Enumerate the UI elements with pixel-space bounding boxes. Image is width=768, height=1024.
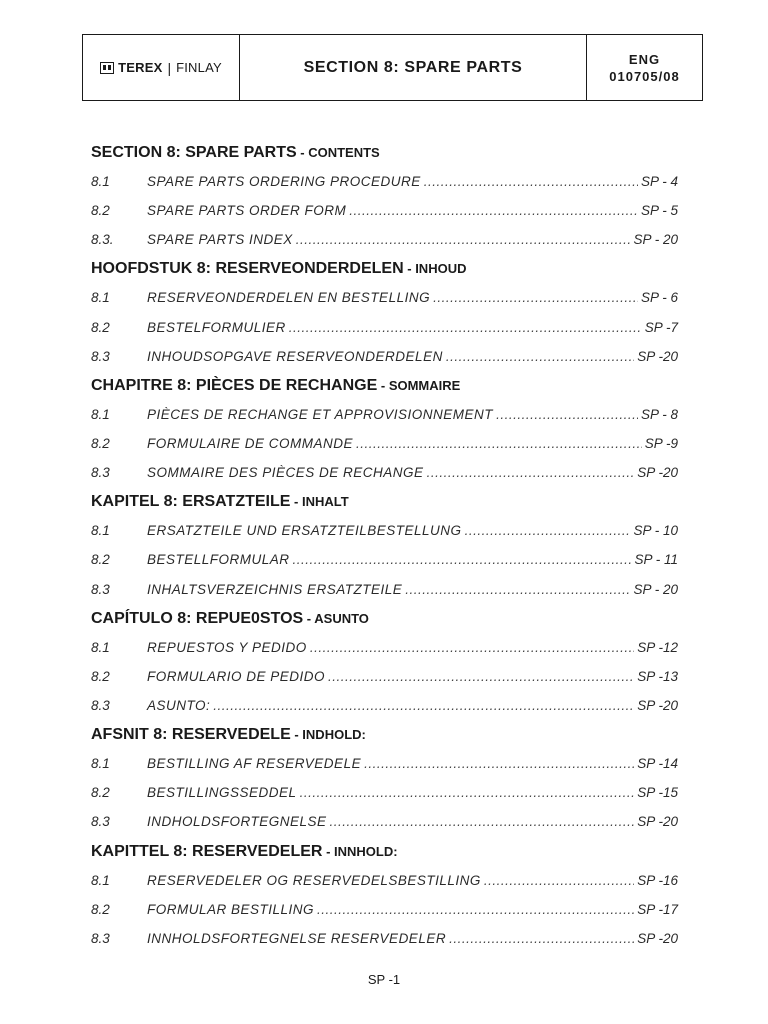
- entry-number: 8.3.: [91, 232, 114, 248]
- table-of-contents: [91, 138, 678, 953]
- entry-number: 8.3: [91, 930, 110, 946]
- company-logo: [83, 35, 240, 100]
- dot-leader: [449, 931, 634, 946]
- logo-brand-text: TEREX: [118, 60, 163, 75]
- entry-page-reference: SP - 20: [633, 232, 678, 248]
- entry-number: 8.1: [91, 639, 110, 655]
- section-heading: [91, 371, 678, 400]
- section-title: KAPITEL 8: ERSATZTEILE: [91, 493, 291, 511]
- entry-label: SPARE PARTS INDEX: [147, 232, 293, 248]
- section-subtitle: - SOMMAIRE: [377, 377, 461, 393]
- section-subtitle: - INNHOLD:: [322, 843, 398, 859]
- toc-entry[interactable]: [91, 545, 678, 574]
- entry-number: 8.3: [91, 581, 110, 597]
- dot-leader: [328, 669, 634, 684]
- entry-number: 8.2: [91, 203, 110, 219]
- toc-entry[interactable]: [91, 866, 678, 895]
- entry-label: INNHOLDSFORTEGNELSE RESERVEDELER: [147, 930, 447, 946]
- entry-label: BESTILLINGSSEDDEL: [147, 785, 297, 801]
- dot-leader: [465, 523, 631, 538]
- dot-leader: [356, 436, 642, 451]
- entry-number: 8.3: [91, 348, 110, 364]
- toc-entry[interactable]: [91, 342, 678, 371]
- dot-leader: [289, 320, 642, 335]
- section-subtitle: - INHOUD: [403, 261, 467, 277]
- entry-number: 8.2: [91, 436, 110, 452]
- toc-entry[interactable]: [91, 196, 678, 225]
- entry-label: SPARE PARTS ORDERING PROCEDURE: [147, 174, 421, 190]
- dot-leader: [496, 407, 638, 422]
- dot-leader: [424, 174, 638, 189]
- entry-page-reference: SP -14: [637, 756, 678, 772]
- section-subtitle: - INDHOLD:: [290, 727, 366, 743]
- toc-entry[interactable]: [91, 749, 678, 778]
- entry-label: INHOUDSOPGAVE RESERVEONDERDELEN: [147, 348, 443, 364]
- entry-page-reference: SP -20: [637, 930, 678, 946]
- toc-entry[interactable]: [91, 575, 678, 604]
- dot-leader: [296, 232, 631, 247]
- entry-page-reference: SP -17: [637, 901, 678, 917]
- toc-entry[interactable]: [91, 313, 678, 342]
- header-title-cell: [240, 35, 587, 100]
- toc-entry[interactable]: [91, 633, 678, 662]
- entry-label: BESTELFORMULIER: [147, 319, 286, 335]
- toc-entry[interactable]: [91, 662, 678, 691]
- entry-page-reference: SP - 10: [633, 523, 678, 539]
- entry-page-reference: SP - 5: [640, 203, 678, 219]
- entry-page-reference: SP -20: [637, 814, 678, 830]
- dot-leader: [293, 552, 632, 567]
- entry-label: ASUNTO:: [147, 698, 211, 714]
- toc-entry[interactable]: [91, 778, 678, 807]
- entry-label: INHALTSVERZEICHNIS ERSATZTEILE: [147, 581, 403, 597]
- dot-leader: [310, 640, 634, 655]
- section-heading: [91, 837, 678, 866]
- dot-leader: [427, 465, 635, 480]
- toc-entry[interactable]: [91, 225, 678, 254]
- entry-page-reference: SP - 11: [634, 552, 678, 568]
- dot-leader: [364, 756, 634, 771]
- toc-entry[interactable]: [91, 167, 678, 196]
- section-heading: [91, 720, 678, 749]
- section-title: HOOFDSTUK 8: RESERVEONDERDELEN: [91, 260, 404, 278]
- section-title: SECTION 8: SPARE PARTS: [91, 144, 297, 161]
- section-heading: [91, 254, 678, 283]
- entry-label: PIÈCES DE RECHANGE ET APPROVISIONNEMENT: [147, 406, 494, 422]
- section-title: AFSNIT 8: RESERVEDELE: [91, 726, 291, 744]
- entry-number: 8.2: [91, 668, 110, 684]
- header-title: SECTION 8: SPARE PARTS: [303, 58, 523, 76]
- dot-leader: [484, 873, 634, 888]
- entry-page-reference: SP -20: [637, 465, 678, 481]
- toc-entry[interactable]: [91, 924, 678, 953]
- entry-label: FORMULAR BESTILLING: [147, 901, 315, 917]
- dot-leader: [213, 698, 634, 713]
- document-reference-cell: [587, 35, 702, 100]
- entry-label: INDHOLDSFORTEGNELSE: [147, 814, 327, 830]
- toc-entry[interactable]: [91, 400, 678, 429]
- section-title: KAPITTEL 8: RESERVEDELER: [91, 842, 323, 860]
- dot-leader: [317, 902, 634, 917]
- entry-label: RESERVEDELER OG RESERVEDELSBESTILLING: [147, 872, 481, 888]
- entry-page-reference: SP -13: [637, 668, 678, 684]
- entry-page-reference: SP - 6: [640, 290, 678, 306]
- language-code: ENG: [628, 51, 661, 67]
- dot-leader: [330, 814, 635, 829]
- toc-entry[interactable]: [91, 458, 678, 487]
- page-number: SP -1: [367, 972, 401, 987]
- section-subtitle: - ASUNTO: [303, 610, 369, 626]
- section-subtitle: - INHALT: [290, 494, 349, 510]
- toc-entry[interactable]: [91, 283, 678, 312]
- entry-page-reference: SP -15: [637, 785, 678, 801]
- section-heading: [91, 138, 678, 167]
- entry-label: BESTILLING AF RESERVEDELE: [147, 756, 362, 772]
- entry-page-reference: SP -12: [637, 639, 678, 655]
- entry-label: BESTELLFORMULAR: [147, 552, 290, 568]
- toc-entry[interactable]: [91, 429, 678, 458]
- entry-number: 8.1: [91, 174, 110, 190]
- entry-label: SPARE PARTS ORDER FORM: [147, 203, 347, 219]
- document-header: [82, 34, 703, 101]
- entry-number: 8.1: [91, 406, 110, 422]
- entry-page-reference: SP -16: [637, 872, 678, 888]
- entry-label: RESERVEONDERDELEN EN BESTELLING: [147, 290, 431, 306]
- entry-label: REPUESTOS Y PEDIDO: [147, 639, 307, 655]
- entry-page-reference: SP - 20: [633, 581, 678, 597]
- dot-leader: [405, 582, 630, 597]
- entry-number: 8.3: [91, 814, 110, 830]
- document-number: 010705/08: [609, 68, 680, 84]
- entry-number: 8.1: [91, 290, 110, 306]
- entry-page-reference: SP - 8: [640, 406, 678, 422]
- entry-label: FORMULARIO DE PEDIDO: [147, 668, 326, 684]
- section-title: CAPÍTULO 8: REPUE0STOS: [91, 609, 304, 627]
- dot-leader: [433, 290, 638, 305]
- entry-number: 8.1: [91, 756, 110, 772]
- entry-number: 8.1: [91, 523, 110, 539]
- toc-entry[interactable]: [91, 895, 678, 924]
- entry-number: 8.1: [91, 872, 110, 888]
- entry-number: 8.2: [91, 319, 110, 335]
- logo-separator: |: [167, 59, 172, 76]
- toc-entry[interactable]: [91, 691, 678, 720]
- entry-number: 8.2: [91, 901, 110, 917]
- entry-page-reference: SP -7: [644, 319, 678, 335]
- entry-number: 8.2: [91, 552, 110, 568]
- entry-label: SOMMAIRE DES PIÈCES DE RECHANGE: [147, 465, 424, 481]
- terex-logo-icon: [100, 62, 114, 74]
- dot-leader: [446, 349, 634, 364]
- dot-leader: [300, 785, 635, 800]
- entry-page-reference: SP -20: [637, 348, 678, 364]
- section-heading: [91, 487, 678, 516]
- toc-entry[interactable]: [91, 807, 678, 836]
- dot-leader: [349, 203, 638, 218]
- section-title: CHAPITRE 8: PIÈCES DE RECHANGE: [91, 376, 378, 394]
- entry-number: 8.3: [91, 465, 110, 481]
- toc-entry[interactable]: [91, 516, 678, 545]
- entry-page-reference: SP - 4: [640, 174, 678, 190]
- entry-label: ERSATZTEILE UND ERSATZTEILBESTELLUNG: [147, 523, 462, 539]
- section-heading: [91, 604, 678, 633]
- entry-number: 8.3: [91, 698, 110, 714]
- entry-page-reference: SP -9: [644, 436, 678, 452]
- section-subtitle: - CONTENTS: [296, 145, 380, 160]
- entry-label: FORMULAIRE DE COMMANDE: [147, 436, 354, 452]
- entry-number: 8.2: [91, 785, 110, 801]
- logo-sub-text: FINLAY: [176, 60, 222, 75]
- entry-page-reference: SP -20: [637, 698, 678, 714]
